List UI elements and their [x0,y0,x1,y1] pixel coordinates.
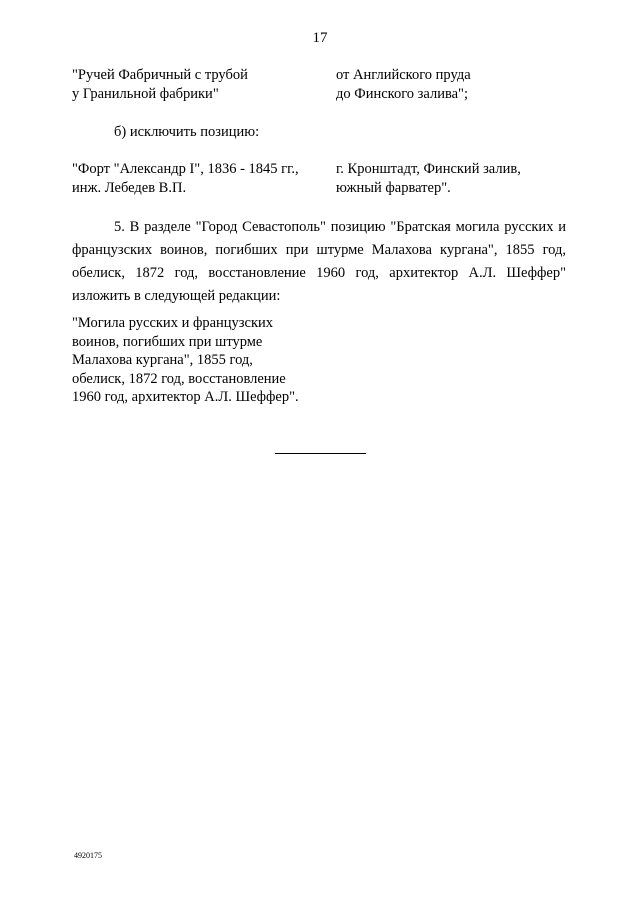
page-number: 17 [312,30,328,46]
entry-fort-right: г. Кронштадт, Финский залив, южный фарватер". [336,161,521,196]
entry-ruchey-left: "Ручей Фабричный с трубой у Гранильной фабрики" [72,67,248,102]
paragraph-5: 5. В разделе "Город Севастополь" позицию "Братская могила русских и французских воинов, погибших при штурме Малахова кургана", 1855 год, обелиск, 1872 год, восстановление 1960 год, архитектор А.Л. Шеффер" изложить в следующей редакции: [72,219,566,304]
entry-fort-left: "Форт "Александр I", 1836 - 1845 гг., инж. Лебедев В.П. [72,161,299,196]
entry-ruchey-fabrichny [72,66,572,106]
end-divider [275,453,366,454]
subclause-b: б) исключить позицию: [114,124,260,140]
new-wording-quote: "Могила русских и французских воинов, погибших при штурме Малахова кургана", 1855 год, обелиск, 1872 год, восстановление 1960 год, архитектор А.Л. Шеффер". [72,315,299,405]
entry-fort-alexander [72,160,572,200]
document-code: 4920175 [74,851,102,860]
entry-ruchey-right: от Английского пруда до Финского залива"; [336,67,471,102]
